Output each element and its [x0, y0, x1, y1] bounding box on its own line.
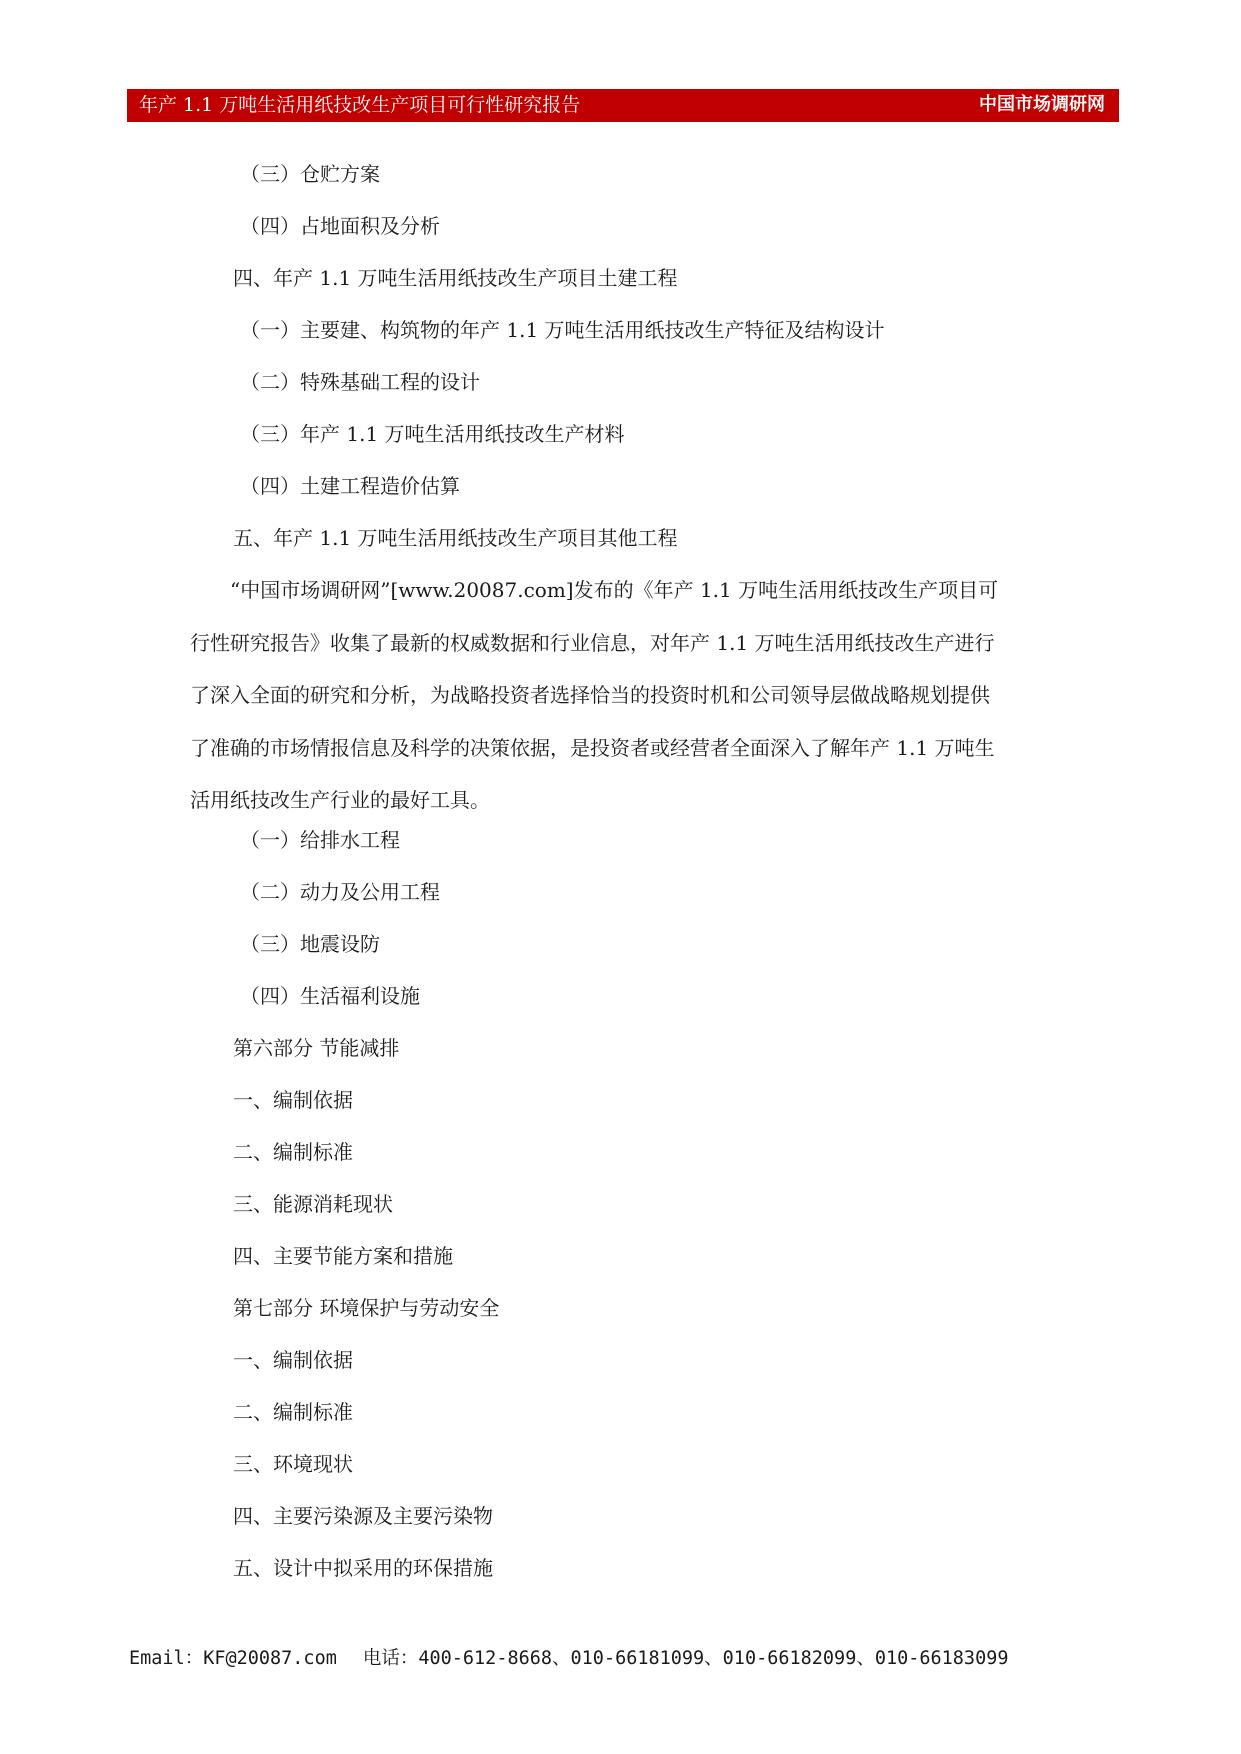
toc-line: （四）占地面积及分析 [240, 214, 440, 238]
brand-name: 中国市场调研网 [979, 94, 1105, 115]
toc-line: 一、编制依据 [233, 1348, 353, 1372]
toc-section-heading: 四、年产 1.1 万吨生活用纸技改生产项目土建工程 [233, 266, 678, 290]
toc-line: （一）给排水工程 [240, 828, 400, 852]
toc-part-heading: 第七部分 环境保护与劳动安全 [233, 1296, 500, 1320]
description-paragraph [190, 564, 1062, 827]
toc-line: 二、编制标准 [233, 1140, 353, 1164]
report-title: 年产 1.1 万吨生活用纸技改生产项目可行性研究报告 [139, 94, 581, 116]
toc-line: 四、主要节能方案和措施 [233, 1244, 453, 1268]
toc-line: （四）生活福利设施 [240, 984, 420, 1008]
toc-line: （二）动力及公用工程 [240, 880, 440, 904]
toc-part-heading: 第六部分 节能减排 [233, 1036, 400, 1060]
toc-line: （四）土建工程造价估算 [240, 474, 460, 498]
toc-line: 一、编制依据 [233, 1088, 353, 1112]
paragraph-line: 了深入全面的研究和分析，为战略投资者选择恰当的投资时机和公司领导层做战略规划提供 [190, 683, 990, 707]
paragraph-line: 了准确的市场情报信息及科学的决策依据，是投资者或经营者全面深入了解年产 1.1 万吨生 [190, 735, 995, 760]
toc-line: 五、设计中拟采用的环保措施 [233, 1556, 493, 1580]
toc-line: 三、能源消耗现状 [233, 1192, 393, 1216]
toc-line: （三）仓贮方案 [240, 162, 380, 186]
footer-email: Email：KF@20087.com [129, 1648, 337, 1669]
footer-phone: 电话：400-612-8668、010-66181099、010-66182099、010-66183099 [362, 1648, 1009, 1669]
header-bar [127, 89, 1119, 122]
toc-line: 三、环境现状 [233, 1452, 353, 1476]
toc-line: （二）特殊基础工程的设计 [240, 370, 480, 394]
toc-line: （三）地震设防 [240, 932, 380, 956]
toc-section-heading: 五、年产 1.1 万吨生活用纸技改生产项目其他工程 [233, 526, 678, 550]
paragraph-line: 活用纸技改生产行业的最好工具。 [190, 788, 490, 812]
toc-line: （三）年产 1.1 万吨生活用纸技改生产材料 [240, 422, 625, 446]
footer-contact [129, 1647, 1008, 1671]
toc-line: 四、主要污染源及主要污染物 [233, 1504, 493, 1528]
toc-line: （一）主要建、构筑物的年产 1.1 万吨生活用纸技改生产特征及结构设计 [240, 318, 885, 342]
paragraph-line: “中国市场调研网”[www.20087.com]发布的《年产 1.1 万吨生活用纸技改生产项目可 [230, 578, 999, 602]
paragraph-line: 行性研究报告》收集了最新的权威数据和行业信息，对年产 1.1 万吨生活用纸技改生产进行 [190, 630, 995, 655]
toc-line: 二、编制标准 [233, 1400, 353, 1424]
